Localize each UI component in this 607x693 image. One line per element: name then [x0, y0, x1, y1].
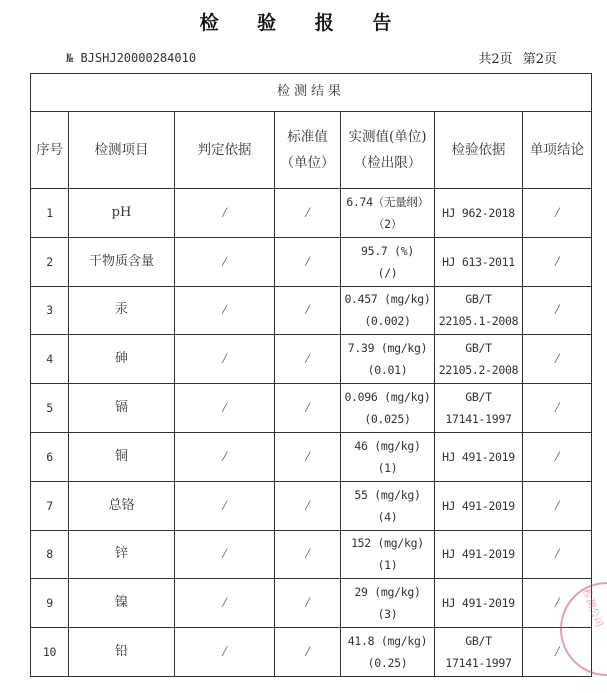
cell-standard: /: [275, 188, 341, 237]
cell-measured-limit: (1): [377, 460, 398, 475]
cell-method-line2: 22105.2-2008: [438, 363, 519, 378]
col-conclusion: 单项结论: [523, 111, 592, 188]
table-row: [31, 335, 592, 384]
cell-method-line1: GB/T: [465, 292, 492, 307]
cell-item: 铅: [69, 628, 175, 677]
cell-seq: 9: [31, 579, 69, 628]
cell-measured-value: 152 (mg/kg): [351, 536, 424, 551]
cell-measured-value: 29 (mg/kg): [354, 585, 421, 600]
cell-measured-value: 6.74（无量纲）: [346, 194, 429, 209]
cell-conclusion: /: [523, 432, 592, 481]
cell-standard: /: [275, 579, 341, 628]
col-basis: 判定依据: [175, 111, 275, 188]
cell-conclusion: /: [523, 628, 592, 677]
cell-item: 干物质含量: [69, 237, 175, 286]
cell-item: pH: [69, 188, 175, 237]
cell-seq: 6: [31, 432, 69, 481]
cell-basis: /: [175, 579, 275, 628]
cell-measured-value: 55 (mg/kg): [354, 487, 421, 502]
col-standard: [275, 111, 341, 188]
cell-measured-limit: (3): [377, 607, 398, 622]
cell-basis: /: [175, 628, 275, 677]
cell-method-line1: GB/T: [465, 341, 492, 356]
cell-conclusion: /: [523, 237, 592, 286]
cell-item: 镍: [69, 579, 175, 628]
cell-method-line1: HJ 613-2011: [442, 254, 515, 269]
col-seq: 序号: [31, 111, 69, 188]
cell-standard: /: [275, 286, 341, 335]
cell-measured-limit: (0.01): [367, 363, 408, 378]
cell-conclusion: /: [523, 530, 592, 579]
cell-method: [435, 432, 523, 481]
cell-method-line2: 17141-1997: [445, 656, 512, 671]
col-method: 检验依据: [435, 111, 523, 188]
cell-item: 总铬: [69, 481, 175, 530]
col-measured-line2: （检出限）: [353, 154, 422, 171]
cell-item: 汞: [69, 286, 175, 335]
cell-standard: /: [275, 335, 341, 384]
stamp-text: 检测公司: [580, 587, 605, 629]
cell-measured: [341, 237, 435, 286]
cell-seq: 4: [31, 335, 69, 384]
cell-seq: 10: [31, 628, 69, 677]
cell-method: [435, 579, 523, 628]
table-row: [31, 188, 592, 237]
col-measured: [341, 111, 435, 188]
cell-measured-limit: (4): [377, 509, 398, 524]
cell-measured-value: 7.39 (mg/kg): [347, 341, 428, 356]
cell-measured: [341, 335, 435, 384]
cell-measured-limit: (0.002): [364, 314, 411, 329]
cell-standard: /: [275, 432, 341, 481]
table-row: [31, 481, 592, 530]
col-item: 检测项目: [69, 111, 175, 188]
section-header-row: [31, 74, 592, 112]
cell-conclusion: /: [523, 579, 592, 628]
cell-measured-limit: (0.25): [367, 656, 408, 671]
cell-basis: /: [175, 481, 275, 530]
cell-item: 镉: [69, 384, 175, 433]
cell-method-line1: HJ 491-2019: [442, 596, 515, 611]
table-body: [31, 188, 592, 676]
report-number: № BJSHJ20000284010: [66, 51, 197, 65]
cell-basis: /: [175, 188, 275, 237]
results-table: [30, 73, 592, 677]
cell-measured: [341, 286, 435, 335]
cell-seq: 7: [31, 481, 69, 530]
column-header-row: [31, 111, 592, 188]
table-row: [31, 530, 592, 579]
cell-measured-limit: (1): [377, 558, 398, 573]
cell-seq: 1: [31, 188, 69, 237]
table-row: [31, 432, 592, 481]
cell-basis: /: [175, 286, 275, 335]
cell-measured-limit: (0.025): [364, 412, 411, 427]
cell-method: [435, 335, 523, 384]
cell-measured: [341, 628, 435, 677]
page-info: 共2页 第2页: [478, 52, 557, 67]
col-standard-line1: 标准值: [287, 128, 328, 145]
cell-measured: [341, 579, 435, 628]
table-row: [31, 286, 592, 335]
section-title: 检测结果: [31, 74, 592, 112]
cell-conclusion: /: [523, 188, 592, 237]
cell-method: [435, 286, 523, 335]
cell-conclusion: /: [523, 384, 592, 433]
cell-measured-value: 0.457 (mg/kg): [344, 292, 431, 307]
cell-standard: /: [275, 628, 341, 677]
table-row: [31, 628, 592, 677]
cell-seq: 2: [31, 237, 69, 286]
cell-method-line2: 22105.1-2008: [438, 314, 519, 329]
cell-method: [435, 628, 523, 677]
cell-method: [435, 530, 523, 579]
cell-method-line1: GB/T: [465, 390, 492, 405]
cell-item: 砷: [69, 335, 175, 384]
cell-seq: 3: [31, 286, 69, 335]
table-row: [31, 384, 592, 433]
cell-method-line1: HJ 491-2019: [442, 547, 515, 562]
cell-method-line1: HJ 491-2019: [442, 449, 515, 464]
table-row: [31, 579, 592, 628]
cell-item: 铜: [69, 432, 175, 481]
cell-seq: 5: [31, 384, 69, 433]
cell-basis: /: [175, 530, 275, 579]
cell-basis: /: [175, 384, 275, 433]
cell-conclusion: /: [523, 335, 592, 384]
cell-standard: /: [275, 481, 341, 530]
cell-method: [435, 188, 523, 237]
cell-basis: /: [175, 432, 275, 481]
cell-standard: /: [275, 384, 341, 433]
cell-method-line2: 17141-1997: [445, 412, 512, 427]
cell-basis: /: [175, 237, 275, 286]
cell-measured-value: 0.096 (mg/kg): [344, 390, 431, 405]
cell-method-line1: GB/T: [465, 634, 492, 649]
cell-conclusion: /: [523, 286, 592, 335]
cell-standard: /: [275, 530, 341, 579]
cell-measured: [341, 432, 435, 481]
cell-method: [435, 237, 523, 286]
cell-seq: 8: [31, 530, 69, 579]
cell-measured-limit: (/): [377, 265, 398, 280]
cell-measured-limit: （2）: [372, 216, 403, 231]
cell-measured: [341, 481, 435, 530]
col-measured-line1: 实测值(单位): [348, 128, 427, 145]
report-title: 检 验 报 告: [199, 12, 408, 34]
cell-method: [435, 481, 523, 530]
cell-standard: /: [275, 237, 341, 286]
cell-item: 锌: [69, 530, 175, 579]
cell-measured-value: 95.7 (%): [361, 243, 414, 258]
cell-measured-value: 41.8 (mg/kg): [347, 634, 428, 649]
cell-measured: [341, 384, 435, 433]
table-row: [31, 237, 592, 286]
cell-method: [435, 384, 523, 433]
cell-measured: [341, 530, 435, 579]
cell-basis: /: [175, 335, 275, 384]
cell-method-line1: HJ 962-2018: [442, 205, 515, 220]
cell-measured: [341, 188, 435, 237]
cell-measured-value: 46 (mg/kg): [354, 438, 421, 453]
cell-method-line1: HJ 491-2019: [442, 498, 515, 513]
cell-conclusion: /: [523, 481, 592, 530]
col-standard-line2: （单位）: [280, 154, 335, 171]
